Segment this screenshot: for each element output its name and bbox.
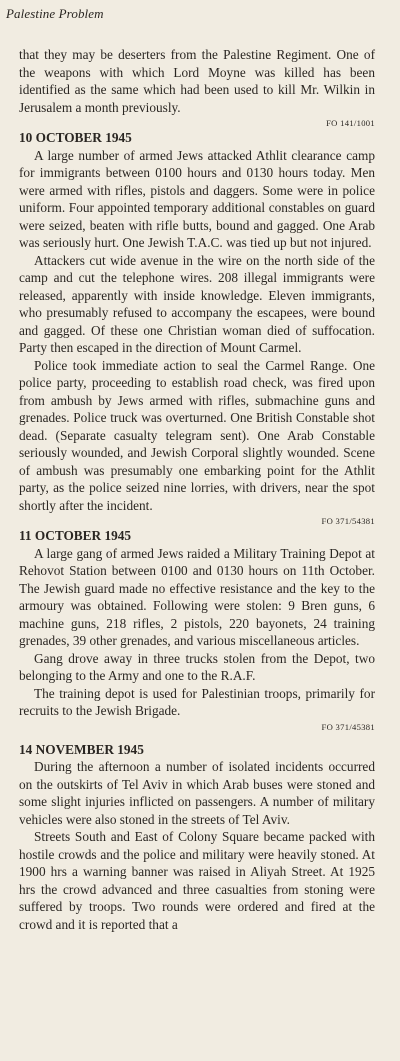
source-reference: FO 141/1001 — [326, 118, 375, 128]
entry-paragraph: Attackers cut wide avenue in the wire on the north side of the camp and cut the telephone wires. 208 illegal immigrants were released, apparently with inside knowledge. Eleven immigrants, who presumably refused to accompany the escapees, were bound and gagged. Of these one Christian woman died of suffocation. Party then escaped in the direction of Mount Carmel. — [19, 252, 375, 355]
entry-heading: 10 OCTOBER 1945 — [19, 130, 132, 145]
entry-paragraph: Police took immediate action to seal the Carmel Range. One police party, proceeding to establish road check, was fired upon from ambush by Jews armed with rifles, submachine guns and grenades. Police truck was overturned. One British Constable shot dead. (Separate casualty telegram sent). One Arab Constable seriously wounded, and Jewish Corporal slightly wounded. Scene of ambush was presumably one embarking point for the Athlit party, as the police seized nine lorries, with drivers, near the spot shortly after the incident. — [19, 357, 375, 513]
section-gap — [19, 733, 375, 741]
entry-paragraph: Gang drove away in three trucks stolen from the Depot, two belonging to the Army and one to the R.A.F. — [19, 650, 375, 683]
page-body — [19, 46, 375, 933]
running-head: Palestine Problem — [6, 6, 104, 21]
entry-paragraph: A large gang of armed Jews raided a Military Training Depot at Rehovot Station between 0100 and 0130 hours on 11th October. The Jewish guard made no effective resistance and the key to the armoury was obtained. Following were stolen: 9 Bren guns, 6 machine guns, 218 rifles, 2 pistols, 220 bayonets, 24 training grenades, 39 other grenades, and various miscellaneous articles. — [19, 545, 375, 648]
intro-paragraph: that they may be deserters from the Palestine Regiment. One of the weapons with which Lord Moyne was killed has been identified as the same which had been used to kill Mr. Wilkin in Jerusalem a month previously. — [19, 47, 375, 115]
source-reference: FO 371/45381 — [321, 721, 375, 732]
entry-heading: 14 NOVEMBER 1945 — [19, 741, 144, 757]
entry-paragraph: During the afternoon a number of isolated incidents occurred on the outskirts of Tel Aviv in which Arab buses were stoned and some slight injuries inflicted on passengers. A number of military vehicles were also stoned in the streets of Tel Aviv. — [19, 759, 375, 827]
entry-paragraph: The training depot is used for Palestinian troops, primarily for recruits to the Jewish Brigade. — [19, 685, 375, 718]
entry-paragraph: A large number of armed Jews attacked Athlit clearance camp for immigrants between 0100 hours and 0130 hours today. Men were armed with rifles, pistols and daggers. Some were in police uniform. Four appointed temporary additional constables on guard were seized, beaten with rifle butts, bound and gagged. One Arab was seriously hurt. One Jewish T.A.C. was tied up but not injured. — [19, 147, 375, 250]
source-reference: FO 371/54381 — [321, 516, 375, 526]
entry-heading: 11 OCTOBER 1945 — [19, 528, 132, 543]
entry-paragraph: Streets South and East of Colony Square became packed with hostile crowds and the police and military were heavily stoned. At 1900 hrs a warning banner was raised in Aliyah Street. At 1925 hrs the crowd advanced and three casualties from stoning were suffered by troops. Two rounds were ordered and fired at the crowd and it is reported that a — [19, 829, 375, 932]
